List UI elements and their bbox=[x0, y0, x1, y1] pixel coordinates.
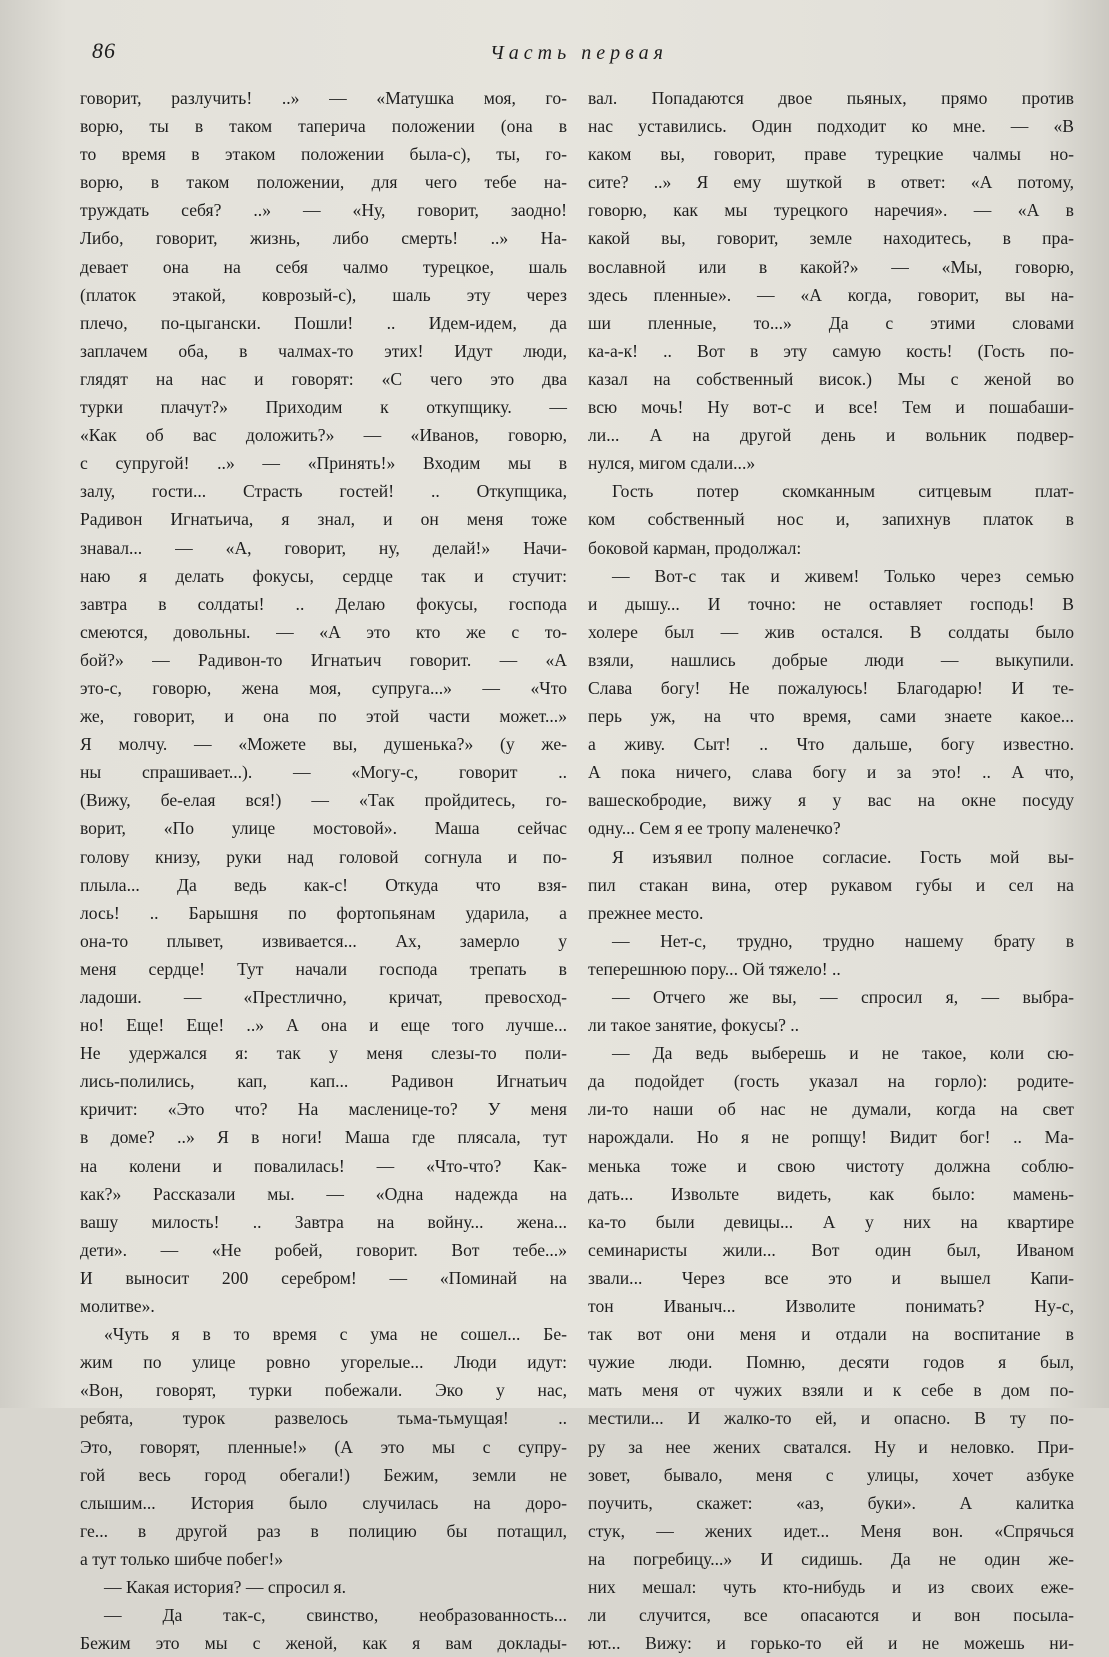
text-line: нулся, мигом сдали...» bbox=[588, 453, 756, 474]
text-line: — Вот-с так и живем! Только через семью bbox=[612, 565, 1074, 586]
text-line: лись-полились, кап, кап... Радивон Игнатьич bbox=[80, 1071, 567, 1092]
text-line: ка-а-к! .. Вот в эту самую кость! (Гость по- bbox=[588, 340, 1074, 361]
text-line: Не удержался я: так у меня слезы-то поли- bbox=[80, 1043, 567, 1064]
text-line: плыла... Да ведь как-с! Откуда что взя- bbox=[80, 874, 567, 895]
text-line: теперешнюю пору... Ой тяжело! .. bbox=[588, 958, 841, 979]
text-line: завтра в солдаты! .. Делаю фокусы, господа bbox=[80, 593, 567, 614]
text-line: говорит, разлучить! ..» — «Матушка моя, го- bbox=[80, 88, 567, 108]
text-line: молитве». bbox=[80, 1296, 155, 1317]
text-line: ру за нее жених сватался. Ну и неловко. При- bbox=[588, 1436, 1074, 1457]
text-line: в доме? ..» Я в ноги! Маша где плясала, тут bbox=[80, 1127, 567, 1148]
text-line: «Чуть я в то время с ума не сошел... Бе- bbox=[104, 1324, 567, 1345]
text-line: ворю, в таком положении, для чего тебе на- bbox=[80, 172, 567, 193]
text-line: ши пленные, то...» Да с этими словами bbox=[588, 312, 1074, 333]
text-line: стук, — жених идет... Меня вон. «Спрячься bbox=[588, 1520, 1074, 1541]
text-line: ли такое занятие, фокусы? .. bbox=[588, 1015, 800, 1036]
text-line: — Да ведь выберешь и не такое, коли сю- bbox=[612, 1043, 1074, 1064]
text-line: поучить, скажет: «аз, буки». А калитка bbox=[588, 1492, 1074, 1513]
text-line: семинаристы жили... Вот один был, Иваном bbox=[588, 1239, 1074, 1260]
text-line: чужие люди. Помню, десяти годов я был, bbox=[588, 1352, 1074, 1373]
text-line: как?» Рассказали мы. — «Одна надежда на bbox=[80, 1183, 567, 1204]
text-line: бой?» — Радивон-то Игнатьич говорит. — «А bbox=[80, 649, 567, 670]
text-line: И выносит 200 серебром! — «Поминай на bbox=[80, 1267, 567, 1288]
text-line: Либо, говорит, жизнь, либо смерть! ..» На- bbox=[80, 228, 567, 249]
text-line: тон Иваныч... Изволите понимать? Ну-с, bbox=[588, 1296, 1074, 1317]
text-line: дать... Извольте видеть, как было: мамень- bbox=[588, 1183, 1074, 1204]
text-line: вал. Попадаются двое пьяных, прямо против bbox=[588, 88, 1074, 108]
text-line: — Да так-с, свинство, необразованность... bbox=[104, 1605, 567, 1626]
text-line: — Отчего же вы, — спросил я, — выбра- bbox=[612, 987, 1074, 1007]
text-line: Гость потер скомканным ситцевым плат- bbox=[612, 481, 1074, 502]
text-line: (Вижу, бе-елая вся!) — «Так пройдитесь, го- bbox=[80, 790, 567, 811]
text-line: «Как об вас доложить?» — «Иванов, говорю, bbox=[80, 425, 567, 446]
page-number: 86 bbox=[92, 38, 116, 63]
text-line: знавал... — «А, говорит, ну, делай!» Начи- bbox=[80, 537, 567, 558]
text-line: взяли, нашлись добрые люди — выкупили. bbox=[588, 649, 1074, 670]
text-line: и дышу... И точно: не оставляет господь! В bbox=[588, 593, 1074, 614]
text-line: прежнее место. bbox=[588, 902, 704, 923]
text-line: ге... в другой раз в полицию бы потащил, bbox=[80, 1520, 567, 1541]
text-line: ладоши. — «Престлично, кричат, превосход- bbox=[80, 987, 567, 1007]
text-line: ны спрашивает...). — «Могу-с, говорит .. bbox=[80, 762, 567, 783]
text-line: на погребицу...» И сидишь. Да не один же- bbox=[588, 1548, 1074, 1569]
text-line: ют... Вижу: и горько-то ей и не можешь ни- bbox=[588, 1633, 1074, 1654]
left-text-column bbox=[80, 84, 567, 1657]
text-line: вашу милость! .. Завтра на войну... жена... bbox=[80, 1211, 567, 1232]
text-line: ли случится, все опасаются и вон посыла- bbox=[588, 1605, 1074, 1626]
text-line: местили... И жалко-то ей, и опасно. В ту по- bbox=[588, 1408, 1074, 1429]
text-line: плечо, по-цыгански. Пошли! .. Идем-идем, да bbox=[80, 312, 567, 333]
text-line: вославной или в какой?» — «Мы, говорю, bbox=[588, 256, 1074, 277]
text-line: а тут только шибче побег!» bbox=[80, 1548, 284, 1569]
text-line: Слава богу! Не пожалуюсь! Благодарю! И те- bbox=[588, 677, 1074, 698]
text-line: Я молчу. — «Можете вы, душенька?» (у же- bbox=[80, 734, 567, 755]
text-line: пил стакан вина, отер рукавом губы и сел на bbox=[588, 874, 1074, 895]
text-line: одну... Сем я ее тропу маленечко? bbox=[588, 818, 841, 839]
text-line: менька тоже и свою чистоту должна соблю- bbox=[588, 1155, 1074, 1176]
text-line: заплачем оба, в чалмах-то этих! Идут люди, bbox=[80, 340, 567, 361]
text-line: говорю, как мы турецкого наречия». — «А в bbox=[588, 200, 1074, 221]
text-line: нарождали. Но я не ропщу! Видит бог! .. Ма- bbox=[588, 1127, 1074, 1148]
text-line: дети». — «Не робей, говорит. Вот тебе...» bbox=[80, 1239, 567, 1260]
text-line: это-с, говорю, жена моя, супруга...» — «Что bbox=[80, 677, 567, 698]
text-line: Бежим это мы с женой, как я вам доклады- bbox=[80, 1633, 567, 1654]
text-line: нас уставились. Один подходит ко мне. — «В bbox=[588, 116, 1074, 137]
text-line: звали... Через все это и вышел Капи- bbox=[588, 1267, 1074, 1288]
text-line: — Какая история? — спросил я. bbox=[104, 1576, 347, 1597]
text-line: ребята, турок развелось тьма-тьмущая! .. bbox=[80, 1408, 567, 1429]
running-title: Часть первая bbox=[490, 42, 668, 64]
text-line: меня сердце! Тут начали господа трепать в bbox=[80, 958, 567, 979]
text-line: глядят на нас и говорят: «С чего это два bbox=[80, 368, 567, 389]
text-line: так вот они меня и отдали на воспитание в bbox=[588, 1324, 1074, 1345]
text-line: гой весь город обегали!) Бежим, земли не bbox=[80, 1464, 567, 1485]
text-line: них мешал: чуть кто-нибудь и из своих еже- bbox=[588, 1576, 1074, 1597]
text-line: ворит, «По улице мостовой». Маша сейчас bbox=[80, 818, 567, 839]
text-line: всю мочь! Ну вот-с и все! Тем и пошабаши- bbox=[588, 397, 1074, 418]
text-line: с супругой! ..» — «Принять!» Входим мы в bbox=[80, 453, 567, 474]
text-line: А пока ничего, слава богу и за это! .. А что, bbox=[588, 762, 1074, 783]
text-line: слышим... История было случилась на доро- bbox=[80, 1492, 567, 1513]
text-line: лось! .. Барышня по фортопьянам ударила, а bbox=[80, 902, 567, 923]
text-line: (платок этакой, коврозый-с), шаль эту через bbox=[80, 284, 567, 305]
text-line: труждать себя? ..» — «Ну, говорит, заодно! bbox=[80, 200, 567, 221]
text-line: какой вы, говорит, земле находитесь, в пра- bbox=[588, 228, 1074, 249]
text-line: вашескобродие, вижу я у вас на окне посуду bbox=[588, 790, 1074, 811]
text-line: казал на собственный висок.) Мы с женой во bbox=[588, 368, 1074, 389]
text-line: каком вы, говорит, праве турецкие чалмы но- bbox=[588, 144, 1074, 165]
text-line: то время в этаком положении была-с), ты, го- bbox=[80, 144, 567, 165]
text-line: но! Еще! Еще! ..» А она и еще того лучше... bbox=[80, 1015, 567, 1036]
text-line: залу, гости... Страсть гостей! .. Откупщика, bbox=[80, 481, 567, 502]
text-line: кричит: «Это что? На масленице-то? У меня bbox=[80, 1099, 567, 1120]
text-line: ли-то наши об нас не думали, когда на свет bbox=[588, 1099, 1074, 1120]
text-line: смеются, довольны. — «А это кто же с то- bbox=[80, 621, 567, 642]
right-text-column bbox=[588, 84, 1074, 1657]
text-line: ли... А на другой день и вольник подвер- bbox=[588, 425, 1074, 446]
text-line: голову книзу, руки над головой согнула и по- bbox=[80, 846, 567, 867]
text-line: «Вон, говорят, турки побежали. Эко у нас, bbox=[80, 1380, 567, 1401]
text-line: девает она на себя чалмо турецкое, шаль bbox=[80, 256, 567, 277]
page-header bbox=[92, 38, 1069, 68]
text-line: здесь пленные». — «А когда, говорит, вы на- bbox=[588, 284, 1074, 305]
text-line: ка-то были девицы... А у них на квартире bbox=[588, 1211, 1074, 1232]
text-line: мать меня от чужих взяли и к себе в дом по- bbox=[588, 1380, 1074, 1401]
text-line: ком собственный нос и, запихнув платок в bbox=[588, 509, 1074, 530]
text-line: холере был — жив остался. В солдаты было bbox=[588, 621, 1074, 642]
text-line: турки плачут?» Приходим к откупщику. — bbox=[80, 397, 567, 418]
text-line: Это, говорят, пленные!» (А это мы с супру- bbox=[80, 1436, 567, 1457]
text-line: Радивон Игнатьича, я знал, и он меня тоже bbox=[80, 509, 567, 530]
text-line: наю я делать фокусы, сердце так и стучит: bbox=[80, 565, 567, 586]
text-line: перь уж, на что время, сами знаете какое... bbox=[588, 706, 1074, 727]
text-line: ворю, ты в таком таперича положении (она в bbox=[80, 116, 567, 137]
text-line: зовет, бывало, меня с улицы, хочет азбуке bbox=[588, 1464, 1074, 1485]
text-line: боковой карман, продолжал: bbox=[588, 537, 802, 558]
text-line: да подойдет (гость указал на горло): родите- bbox=[588, 1071, 1074, 1092]
text-line: сите? ..» Я ему шуткой в ответ: «А потому, bbox=[588, 172, 1074, 193]
text-line: она-то плывет, извивается... Ах, замерло у bbox=[80, 930, 567, 951]
text-line: Я изъявил полное согласие. Гость мой вы- bbox=[612, 846, 1074, 867]
text-line: — Нет-с, трудно, трудно нашему брату в bbox=[612, 930, 1074, 951]
text-line: а живу. Сыт! .. Что дальше, богу известно. bbox=[588, 734, 1074, 755]
text-line: жим по улице ровно угорелые... Люди идут: bbox=[80, 1352, 567, 1373]
text-line: на колени и повалилась! — «Что-что? Как- bbox=[80, 1155, 567, 1176]
text-line: же, говорит, и она по этой части может...» bbox=[80, 706, 567, 727]
